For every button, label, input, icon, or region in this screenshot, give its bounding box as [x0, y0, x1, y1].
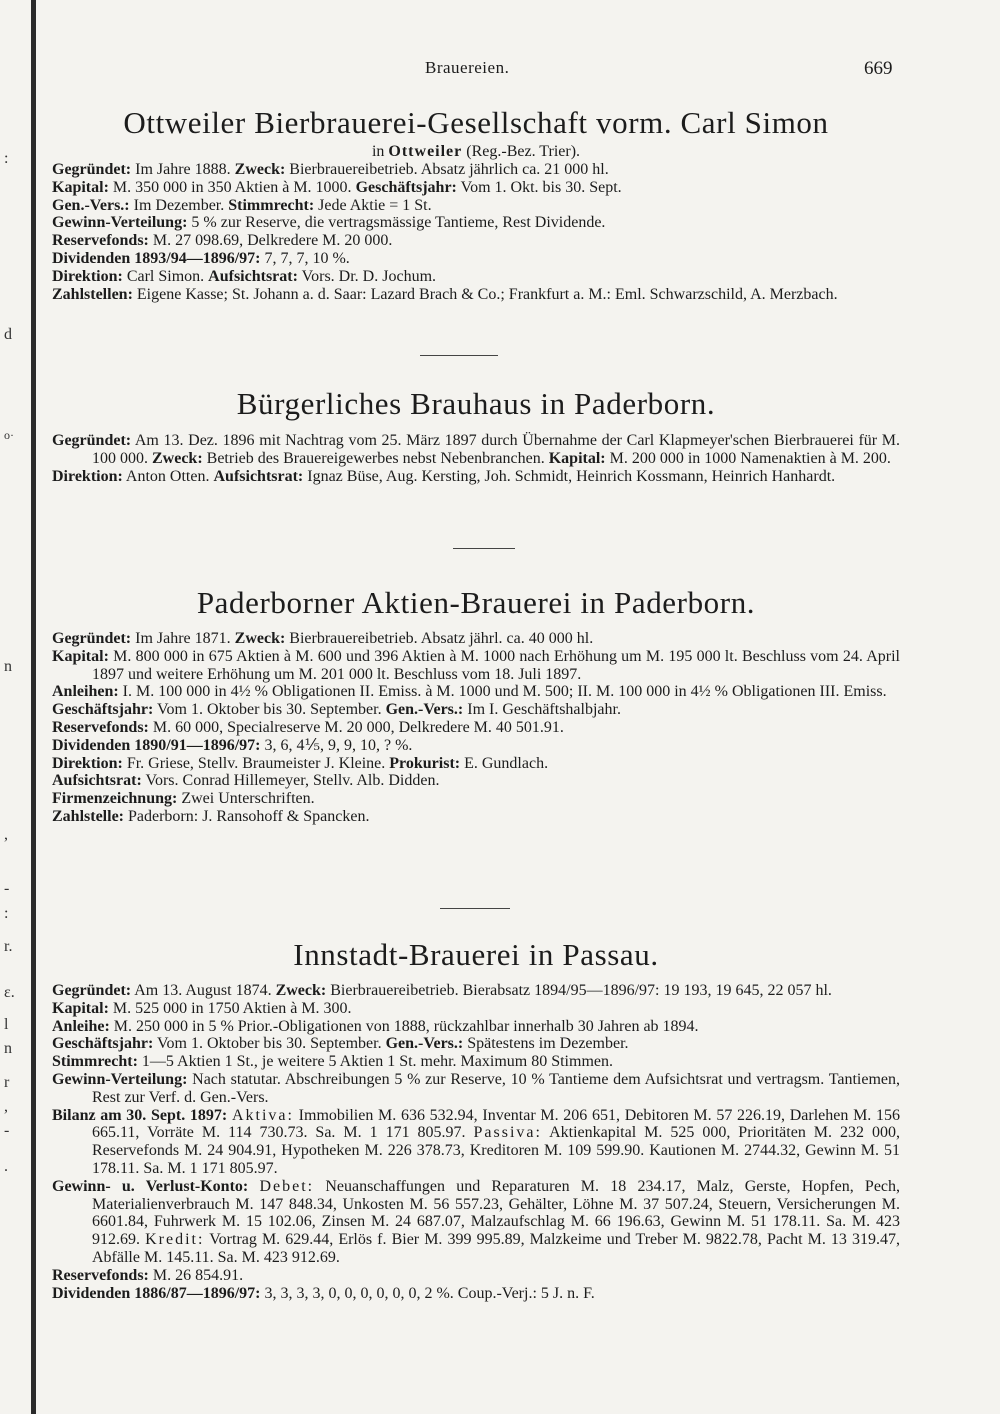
entry-text: Paderborn: J. Ransohoff & Spancken. — [124, 807, 370, 825]
margin-fragment: o· — [4, 428, 14, 442]
entry — [52, 648, 900, 684]
entry — [52, 737, 900, 755]
margin-fragment: , — [4, 826, 8, 843]
entry-text: Immobilien M. 636 532.94, Inventar M. 206 651, Debitoren M. 57 226.19, Darlehen M. 156 665.11, Vorräte M. 114 730.73. Sa. M. 1 171 805.97. — [92, 1106, 900, 1142]
entry-list — [52, 432, 900, 485]
entry-key: Gen.-Vers.: — [385, 701, 464, 719]
entry-text — [248, 1178, 259, 1195]
entry-key: Direktion: — [52, 267, 123, 285]
entry-key: Aufsichtsrat: — [213, 467, 304, 485]
entry — [52, 1018, 900, 1036]
entry — [52, 719, 900, 737]
entry — [52, 808, 900, 826]
left-margin — [0, 0, 31, 1414]
entry-text: M. 27 098.69, Delkredere M. 20 000. — [148, 232, 393, 250]
entry-key: Gewinn-Verteilung: — [52, 1070, 188, 1088]
entry-key: Stimmrecht: — [228, 196, 315, 214]
entry-list — [52, 161, 900, 303]
binding-edge — [31, 0, 36, 1414]
entry-key: Kapital: — [52, 999, 109, 1017]
entry-key: Geschäftsjahr: — [355, 178, 457, 196]
entry-key: Gegründet: — [52, 982, 132, 999]
section-paderborner-aktien-brauerei — [52, 584, 900, 826]
entry — [52, 1285, 900, 1303]
entry — [52, 214, 900, 232]
entry-text: 3, 3, 3, 3, 0, 0, 0, 0, 0, 0, 2 %. Coup.-Verj.: 5 J. n. F. — [260, 1284, 595, 1302]
entry-text: Bierbrauereibetrieb. Absatz jährl. ca. 40 000 hl. — [285, 630, 594, 647]
entry — [52, 1107, 900, 1178]
margin-fragment: ɛ. — [4, 984, 15, 1001]
running-head-title: Brauereien. — [425, 58, 510, 77]
entry-text: Vors. Dr. D. Jochum. — [297, 267, 437, 285]
entry-key: Reservefonds: — [52, 718, 149, 736]
section-divider — [420, 355, 498, 356]
entry-text: Carl Simon. — [122, 267, 209, 285]
entry-key: Direktion: — [52, 754, 123, 772]
entry-text: I. M. 100 000 in 4½ % Obligationen II. Emiss. à M. 1000 und M. 500; II. M. 100 000 in 4½ % Obligationen III. Emiss. — [118, 683, 887, 701]
entry — [52, 250, 900, 268]
entry-text: Vom 1. Oktober bis 30. September. — [153, 1035, 386, 1053]
entry-text: Im Jahre 1888. — [131, 161, 235, 178]
entry-key: Kapital: — [52, 178, 109, 196]
entry-key: Gen.-Vers.: — [52, 196, 130, 214]
entry — [52, 790, 900, 808]
entry-key: Anleihen: — [52, 683, 119, 701]
margin-fragment: n — [4, 658, 12, 675]
entry-key: Dividenden 1890/91—1896/97: — [52, 736, 261, 754]
entry — [52, 1071, 900, 1107]
entry — [52, 683, 900, 701]
entry — [52, 701, 900, 719]
entry-text: Spätestens im Dezember. — [463, 1035, 629, 1053]
entry-key: Gegründet: — [52, 432, 132, 449]
entry-key: Gewinn-Verteilung: — [52, 214, 188, 232]
entry-text: Fr. Griese, Stellv. Braumeister J. Kleine. — [122, 754, 390, 772]
margin-fragment: . — [4, 1158, 8, 1175]
entry-key: Zweck: — [275, 982, 327, 999]
entry — [52, 197, 900, 215]
margin-fragment: - — [4, 880, 10, 897]
entry — [52, 982, 900, 1000]
entry-key: Zweck: — [234, 161, 286, 178]
entry-text: 5 % zur Reserve, die vertragsmässige Tantieme, Rest Dividende. — [187, 214, 606, 232]
entry-key: Bilanz am 30. Sept. 1897: — [52, 1106, 228, 1124]
entry-key: Zahlstelle: — [52, 807, 124, 825]
margin-fragment: , — [4, 1098, 8, 1115]
entry — [52, 232, 900, 250]
entry-text: M. 250 000 in 5 % Prior.-Obligationen von 1888, rückzahlbar innerhalb 30 Jahren ab 1894. — [109, 1017, 699, 1035]
margin-fragment: r — [4, 1074, 10, 1091]
entry-text: Am 13. August 1874. — [131, 982, 276, 999]
entry-text: Im Jahre 1871. — [131, 630, 235, 647]
entry — [52, 1267, 900, 1285]
entry-text: Nach statutar. Abschreibungen 5 % zur Reserve, 10 % Tantieme dem Aufsichtsrat und vertragsm. Tantiemen, Rest zur Verf. d. Gen.-Vers. — [92, 1070, 900, 1106]
entry-text: 1—5 Aktien 1 St., je weitere 5 Aktien 1 St. mehr. Maximum 80 Stimmen. — [137, 1053, 613, 1071]
entry-text: 7, 7, 7, 10 %. — [260, 249, 350, 267]
entry-text: Zwei Unterschriften. — [177, 790, 315, 808]
entry-key: Stimmrecht: — [52, 1053, 138, 1071]
entry-text: Ignaz Büse, Aug. Kersting, Joh. Schmidt, Heinrich Kossmann, Heinrich Hanhardt. — [303, 467, 836, 485]
section-ottweiler — [52, 104, 900, 303]
entry-key: Reservefonds: — [52, 232, 149, 250]
entry-text: Vom 1. Oktober bis 30. September. — [153, 701, 386, 719]
margin-fragment: l — [4, 1016, 9, 1033]
entry — [52, 179, 900, 197]
entry — [52, 1000, 900, 1018]
entry — [52, 772, 900, 790]
entry — [52, 468, 900, 486]
section-buergerliches-brauhaus — [52, 385, 900, 485]
entry-text: Aktienkapital M. 525 000, Prioritäten M. 232 000, Reservefonds M. 24 904.91, Hypotheken M. 226 378.73, Kreditoren M. 109 599.90. Kautionen M. 2744.32, Gewinn M. 51 178.11. Sa. M. 1 171 805.97. — [92, 1124, 900, 1177]
margin-fragment: r. — [4, 938, 13, 955]
entry-subkey: Aktiva: — [231, 1106, 294, 1124]
margin-fragment: : — [4, 905, 9, 922]
entry-text: Bierbrauereibetrieb. Bierabsatz 1894/95—1896/97: 19 193, 19 645, 22 057 hl. — [326, 982, 832, 999]
entry-text: Bierbrauereibetrieb. Absatz jährlich ca. 21 000 hl. — [285, 161, 609, 178]
subtitle-place: Ottweiler — [388, 143, 463, 160]
entry-key: Gegründet: — [52, 630, 132, 647]
page-number: 669 — [864, 58, 893, 79]
entry — [52, 755, 900, 773]
entry-text: M. 525 000 in 1750 Aktien à M. 300. — [108, 999, 352, 1017]
entry-text: M. 800 000 in 675 Aktien à M. 600 und 396 Aktien à M. 1000 nach Erhöhung um M. 195 000 lt. Beschluss vom 24. April 1897 und weitere Erhöhung um M. 201 000 lt. Beschluss vom 18. Juli 1897. — [92, 647, 900, 683]
entry-text: Vors. Conrad Hillemeyer, Stellv. Alb. Didden. — [141, 772, 440, 790]
entry-text: Vortrag M. 629.44, Erlös f. Bier M. 399 995.89, Malzkeime und Treber M. 9822.78, Pacht M. 13 319.47, Abfälle M. 145.11. Sa. M. 423 912.69. — [92, 1231, 900, 1266]
margin-fragment: d — [4, 326, 12, 343]
entry-key: Gewinn- u. Verlust-Konto: — [52, 1177, 249, 1195]
entry — [52, 432, 900, 468]
entry-text: Neuanschaffungen und Reparaturen M. 18 234.17, Malz, Gerste, Hopfen, Pech, Materialienverbrauch M. 147 848.34, Unkosten M. 56 557.23, Gehälter, Löhne M. 37 507.24, Steuern, Versicherungen M. 6601.84, Fuhrwerk M. 15 102.06, Zinsen M. 24 687.07, Malzaufschlag M. 66 196.63, Gewinn M. 51 178.11. Sa. M. 423 912.69. — [92, 1177, 901, 1249]
entry-text: Anton Otten. — [122, 467, 214, 485]
section-title: Bürgerliches Brauhaus in Paderborn. — [236, 386, 716, 421]
entry-text: Im Dezember. — [129, 196, 229, 214]
section-innstadt-brauerei — [52, 936, 900, 1302]
entry-key: Prokurist: — [389, 754, 461, 772]
entry-key: Firmenzeichnung: — [52, 790, 178, 808]
margin-fragment: n — [4, 1040, 12, 1057]
entry-text: Im I. Geschäftshalbjahr. — [463, 701, 621, 719]
entry-text: Jede Aktie = 1 St. — [314, 196, 432, 214]
entry — [52, 286, 900, 304]
entry-key: Zweck: — [234, 630, 286, 647]
entry-text: Vom 1. Okt. bis 30. Sept. — [456, 178, 622, 196]
entry — [52, 1053, 900, 1071]
entry-key: Geschäftsjahr: — [52, 1035, 154, 1053]
entry-text: M. 350 000 in 350 Aktien à M. 1000. — [108, 178, 356, 196]
entry — [52, 1035, 900, 1053]
entry-key: Gen.-Vers.: — [385, 1035, 464, 1053]
entry-key: Direktion: — [52, 467, 123, 485]
entry-list — [52, 982, 900, 1302]
section-title: Paderborner Aktien-Brauerei in Paderborn. — [196, 585, 756, 620]
entry-key: Aufsichtsrat: — [52, 772, 142, 790]
entry-text: M. 26 854.91. — [148, 1266, 244, 1284]
entry — [52, 630, 900, 648]
section-divider — [453, 548, 515, 549]
entry-key: Zahlstellen: — [52, 285, 133, 303]
entry-text: Betrieb des Brauereigewerbes nebst Nebenbranchen. — [202, 449, 549, 467]
entry-key: Anleihe: — [52, 1017, 110, 1035]
running-head — [0, 58, 1000, 82]
entry-text: M. 200 000 in 1000 Namenaktien à M. 200. — [605, 449, 891, 467]
margin-fragment: - — [4, 1122, 10, 1139]
entry-text: M. 60 000, Specialreserve M. 20 000, Delkredere M. 40 501.91. — [148, 718, 564, 736]
entry-key: Dividenden 1893/94—1896/97: — [52, 249, 261, 267]
entry-subkey: Passiva: — [473, 1124, 542, 1142]
entry-subkey: Kredit: — [145, 1231, 205, 1249]
section-subtitle: in Ottweiler (Reg.-Bez. Trier). — [371, 143, 581, 160]
margin-fragment: : — [4, 150, 9, 167]
entry-key: Dividenden 1886/87—1896/97: — [52, 1284, 261, 1302]
entry-text: Am 13. Dez. 1896 mit Nachtrag vom 25. März 1897 durch Übernahme der Carl Klapmeyer'schen Bierbrauerei für M. 100 000. — [92, 432, 900, 467]
entry — [52, 268, 900, 286]
entry — [52, 161, 900, 179]
entry — [52, 1178, 900, 1267]
entry-key: Zweck: — [152, 449, 203, 467]
entry-text: Eigene Kasse; St. Johann a. d. Saar: Lazard Brach & Co.; Frankfurt a. M.: Eml. Schwarzschild, A. Merzbach. — [132, 285, 838, 303]
entry-text: 3, 6, 4⅕, 9, 9, 10, ? %. — [260, 736, 413, 754]
entry-key: Aufsichtsrat: — [208, 267, 298, 285]
entry-key: Kapital: — [52, 647, 109, 665]
entry-list — [52, 630, 900, 826]
section-title: Innstadt-Brauerei in Passau. — [293, 937, 659, 972]
entry-key: Gegründet: — [52, 161, 132, 178]
entry-subkey: Debet: — [259, 1177, 315, 1195]
entry-key: Kapital: — [548, 449, 606, 467]
section-title: Ottweiler Bierbrauerei-Gesellschaft vorm. Carl Simon — [123, 105, 829, 140]
entry-text: E. Gundlach. — [460, 754, 549, 772]
entry-key: Geschäftsjahr: — [52, 701, 154, 719]
section-divider — [440, 908, 510, 909]
entry-key: Reservefonds: — [52, 1266, 149, 1284]
